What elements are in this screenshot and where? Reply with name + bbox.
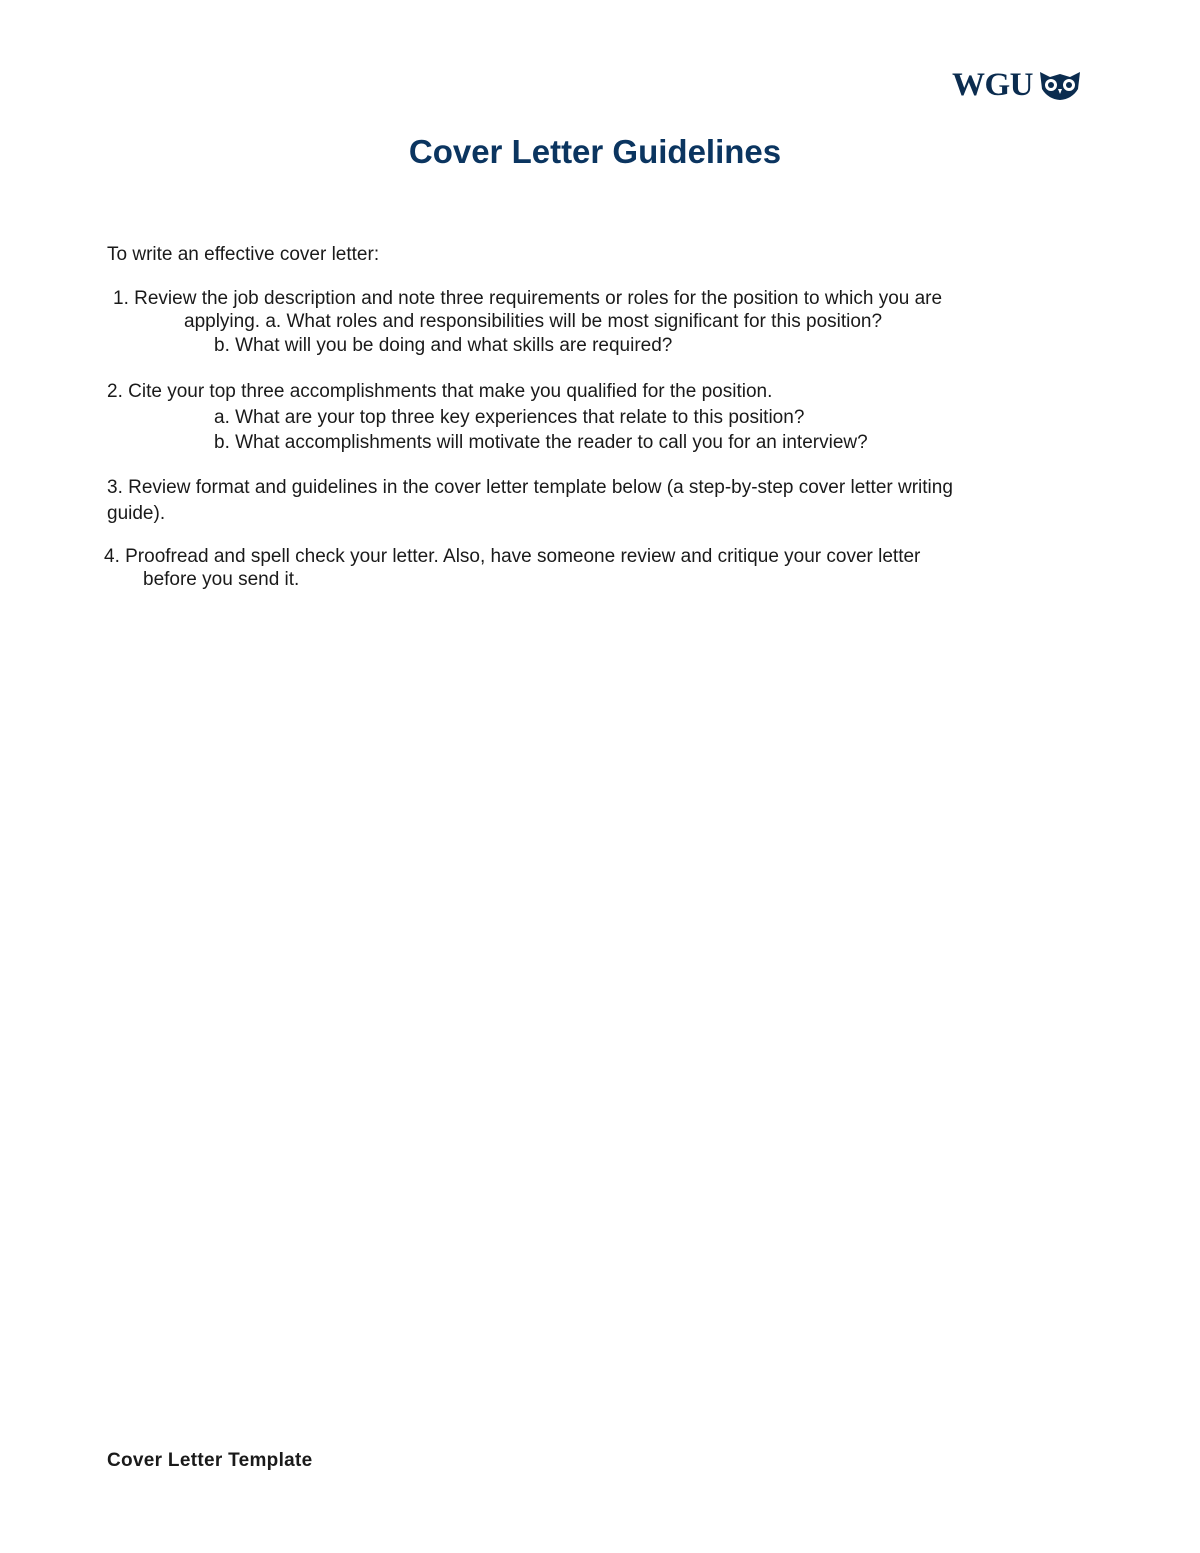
step-3-line-2: guide). [107,503,166,524]
logo-text: WGU [952,66,1033,103]
step-1-sub-b: b. What will you be doing and what skills are required? [214,335,673,356]
step-3-line-1: 3. Review format and guidelines in the cover letter template below (a step-by-step cover letter writing [107,477,953,498]
step-1-line-1: 1. Review the job description and note three requirements or roles for the position to which you are [113,288,943,309]
page-title: Cover Letter Guidelines [408,133,782,170]
step-4-line-1: 4. Proofread and spell check your letter. Also, have someone review and critique your cover letter [104,546,921,567]
step-1-line-2: applying. a. What roles and responsibilities will be most significant for this position? [184,311,883,332]
owl-icon [1038,69,1082,101]
wgu-logo [952,66,1082,104]
step-2-sub-a: a. What are your top three key experiences that relate to this position? [214,407,805,428]
step-4-line-2: before you send it. [143,569,300,590]
intro-text: To write an effective cover letter: [107,244,380,265]
step-2-sub-b: b. What accomplishments will motivate the reader to call you for an interview? [214,432,868,453]
footer-heading: Cover Letter Template [107,1450,313,1471]
step-2-line-1: 2. Cite your top three accomplishments that make you qualified for the position. [107,381,773,402]
